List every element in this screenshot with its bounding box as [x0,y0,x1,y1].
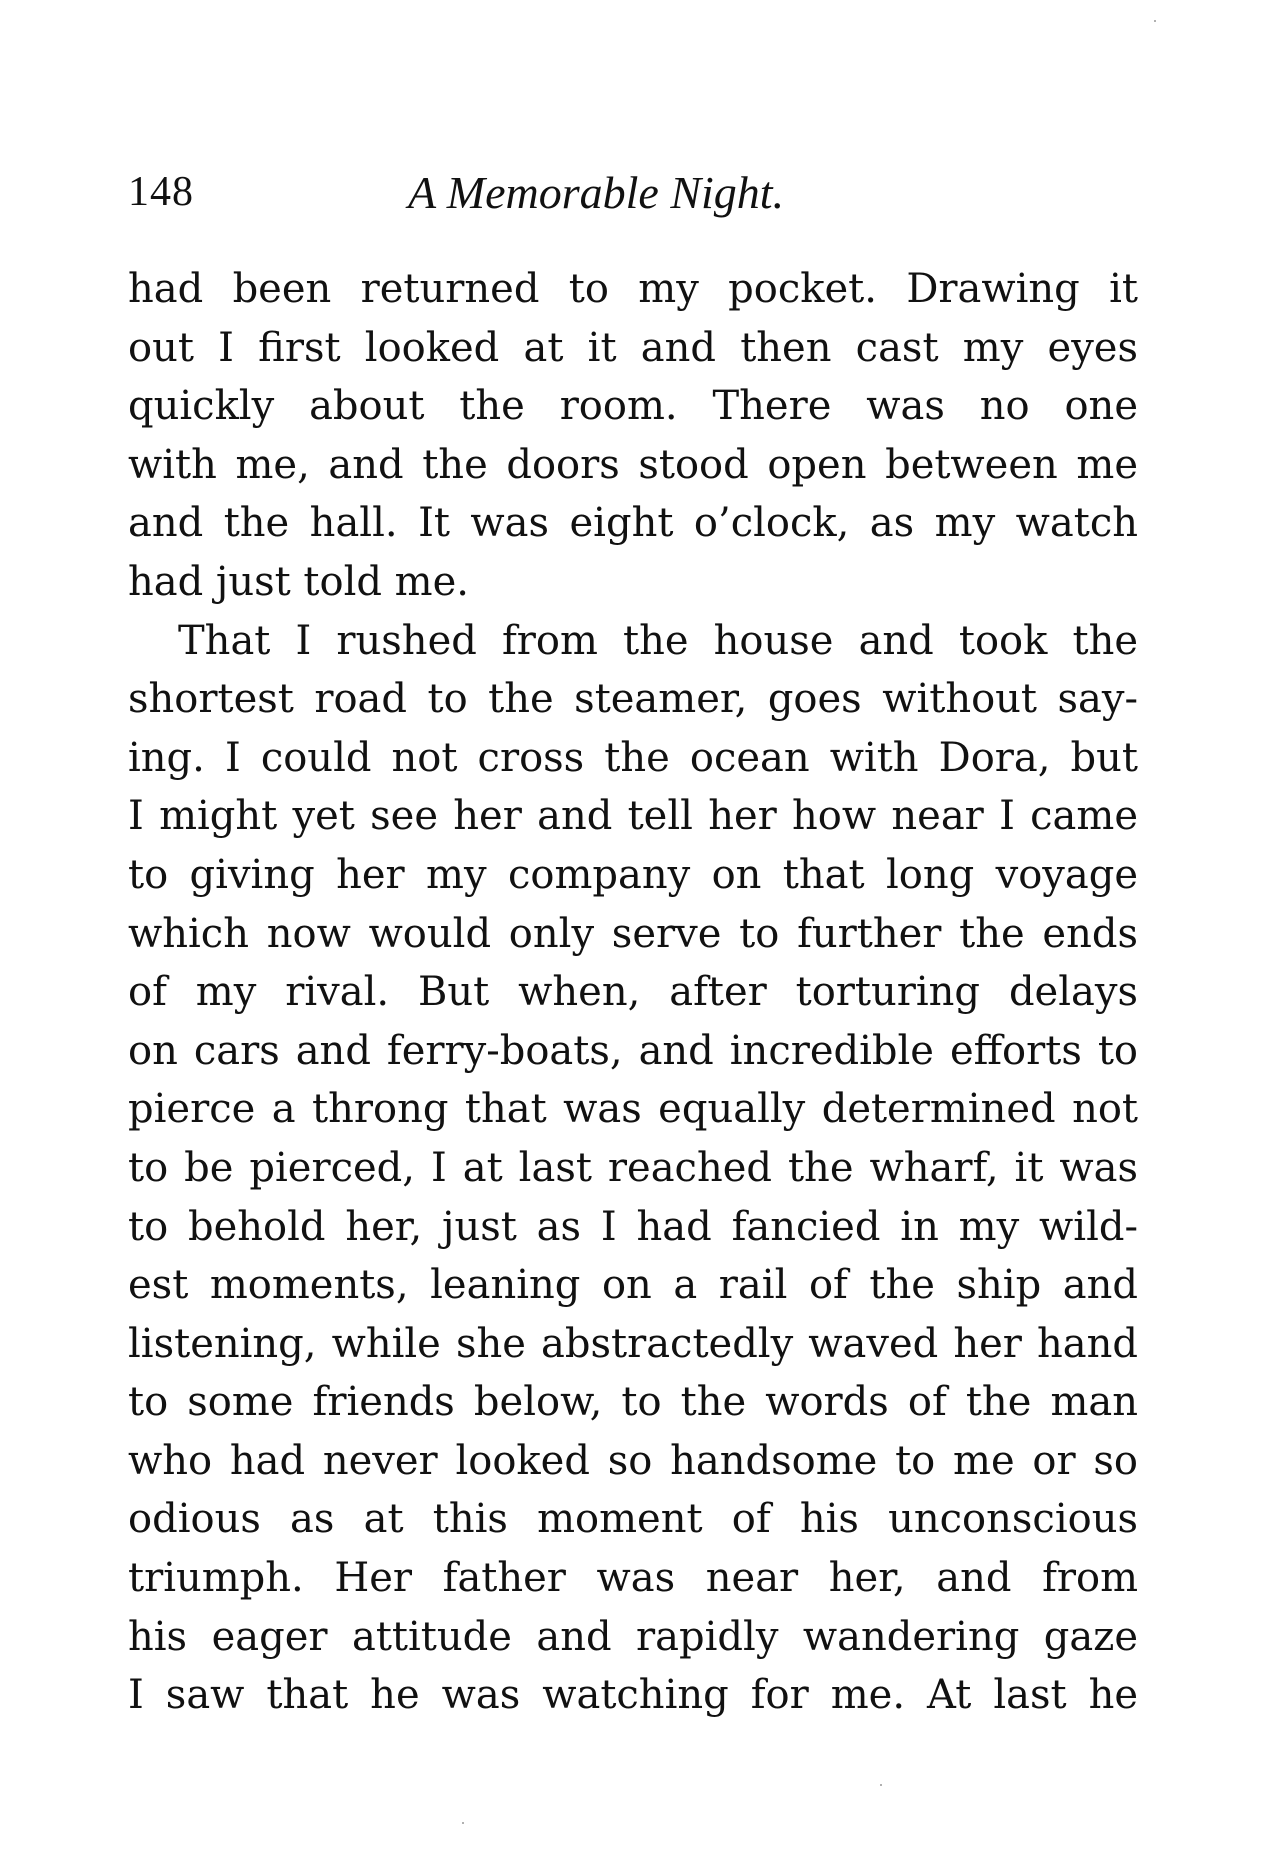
text-line: quickly about the room. There was no one [128,383,1138,430]
running-head [128,158,1138,228]
text-line: listening, while she abstractedly waved her hand [128,1320,1138,1367]
text-line: pierce a throng that was equally determined not [128,1086,1138,1133]
text-line: and the hall. It was eight o’clock, as my watch [128,500,1138,547]
text-line: of my rival. But when, after torturing delays [128,969,1138,1016]
text-line: to some friends below, to the words of the man [128,1379,1138,1426]
text-line: who had never looked so handsome to me or so [128,1437,1138,1484]
paragraph-end-line: had just told me. [128,558,469,605]
text-line: on cars and ferry-boats, and incredible efforts to [128,1027,1138,1074]
text-line: est moments, leaning on a rail of the ship and [128,1262,1138,1309]
text-line: to giving her my company on that long voyage [128,851,1138,898]
scan-speck [462,1822,464,1824]
text-line: which now would only serve to further the ends [128,910,1138,957]
running-title: A Memorable Night. [408,167,785,218]
body-text [128,260,1138,1725]
paragraph-start-line: That I rushed from the house and took the [178,617,1138,664]
text-line: triumph. Her father was near her, and from [128,1555,1138,1602]
text-line: I saw that he was watching for me. At last he [128,1672,1138,1719]
text-line: to be pierced, I at last reached the wharf, it was [128,1144,1138,1191]
text-line: ing. I could not cross the ocean with Dora, but [128,734,1138,781]
text-line: had been returned to my pocket. Drawing it [128,266,1138,312]
scan-speck [1154,20,1156,22]
text-line: odious as at this moment of his unconscious [128,1496,1138,1543]
text-line: shortest road to the steamer, goes without say- [128,676,1138,723]
text-line: his eager attitude and rapidly wandering gaze [128,1613,1138,1660]
text-line: with me, and the doors stood open between me [128,441,1138,488]
page-number: 148 [128,169,194,215]
text-line: I might yet see her and tell her how near I came [128,793,1138,840]
scan-speck [880,1784,882,1786]
text-line: to behold her, just as I had fancied in my wild- [128,1203,1138,1250]
text-line: out I first looked at it and then cast my eyes [128,324,1138,371]
